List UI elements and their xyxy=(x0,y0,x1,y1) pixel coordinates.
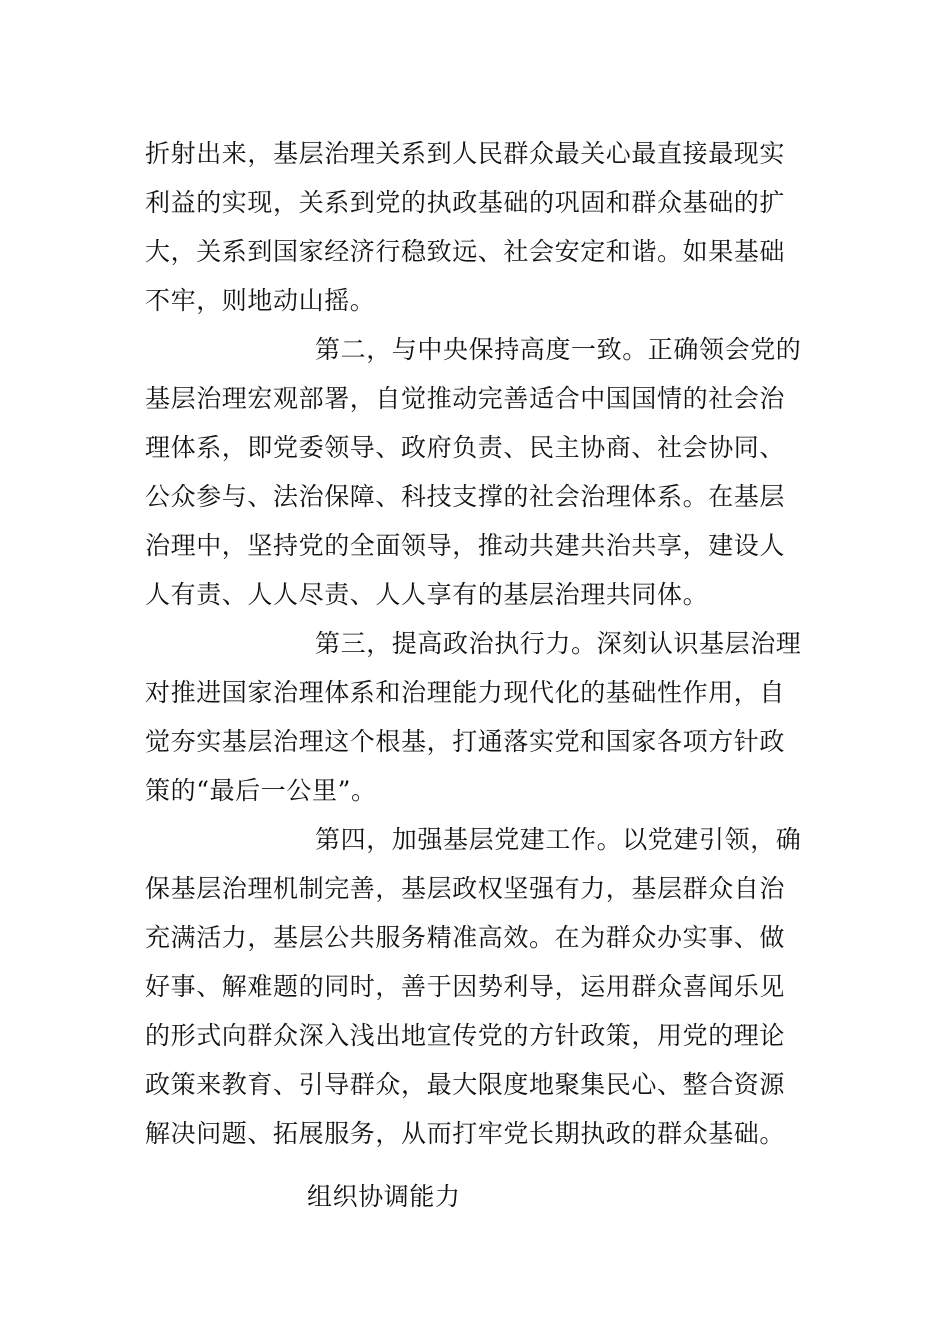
paragraph-start-line: 第四，加强基层党建工作。以党建引领，确 xyxy=(315,825,802,854)
section-heading: 组织协调能力 xyxy=(307,1182,461,1211)
text-line: 策的“最后一公里”。 xyxy=(145,776,377,805)
text-line: 人有责、人人尽责、人人享有的基层治理共同体。 xyxy=(145,580,709,609)
text-line: 不牢，则地动山摇。 xyxy=(145,286,376,315)
text-line: 公众参与、法治保障、科技支撑的社会治理体系。在基层 xyxy=(145,482,786,511)
text-line: 折射出来，基层治理关系到人民群众最关心最直接最现实 xyxy=(145,139,786,168)
text-line: 大，关系到国家经济行稳致远、社会安定和谐。如果基础 xyxy=(145,237,786,266)
text-line: 治理中，坚持党的全面领导，推动共建共治共享，建设人 xyxy=(145,531,786,560)
text-line: 利益的实现，关系到党的执政基础的巩固和群众基础的扩 xyxy=(145,188,786,217)
text-line: 的形式向群众深入浅出地宣传党的方针政策，用党的理论 xyxy=(145,1021,786,1050)
text-line: 保基层治理机制完善，基层政权坚强有力，基层群众自治 xyxy=(145,874,786,903)
text-line: 对推进国家治理体系和治理能力现代化的基础性作用，自 xyxy=(145,678,786,707)
body-text xyxy=(145,129,810,1158)
text-line: 基层治理宏观部署，自觉推动完善适合中国国情的社会治 xyxy=(145,384,786,413)
text-line: 觉夯实基层治理这个根基，打通落实党和国家各项方针政 xyxy=(145,727,786,756)
paragraph-start-line: 第二，与中央保持高度一致。正确领会党的 xyxy=(315,335,802,364)
text-line: 好事、解难题的同时，善于因势利导，运用群众喜闻乐见 xyxy=(145,972,786,1001)
text-line: 解决问题、拓展服务，从而打牢党长期执政的群众基础。 xyxy=(145,1119,786,1148)
text-line: 理体系，即党委领导、政府负责、民主协商、社会协同、 xyxy=(145,433,786,462)
text-line: 政策来教育、引导群众，最大限度地聚集民心、整合资源 xyxy=(145,1070,786,1099)
paragraph-start-line: 第三，提高政治执行力。深刻认识基层治理 xyxy=(315,629,802,658)
text-line: 充满活力，基层公共服务精准高效。在为群众办实事、做 xyxy=(145,923,786,952)
